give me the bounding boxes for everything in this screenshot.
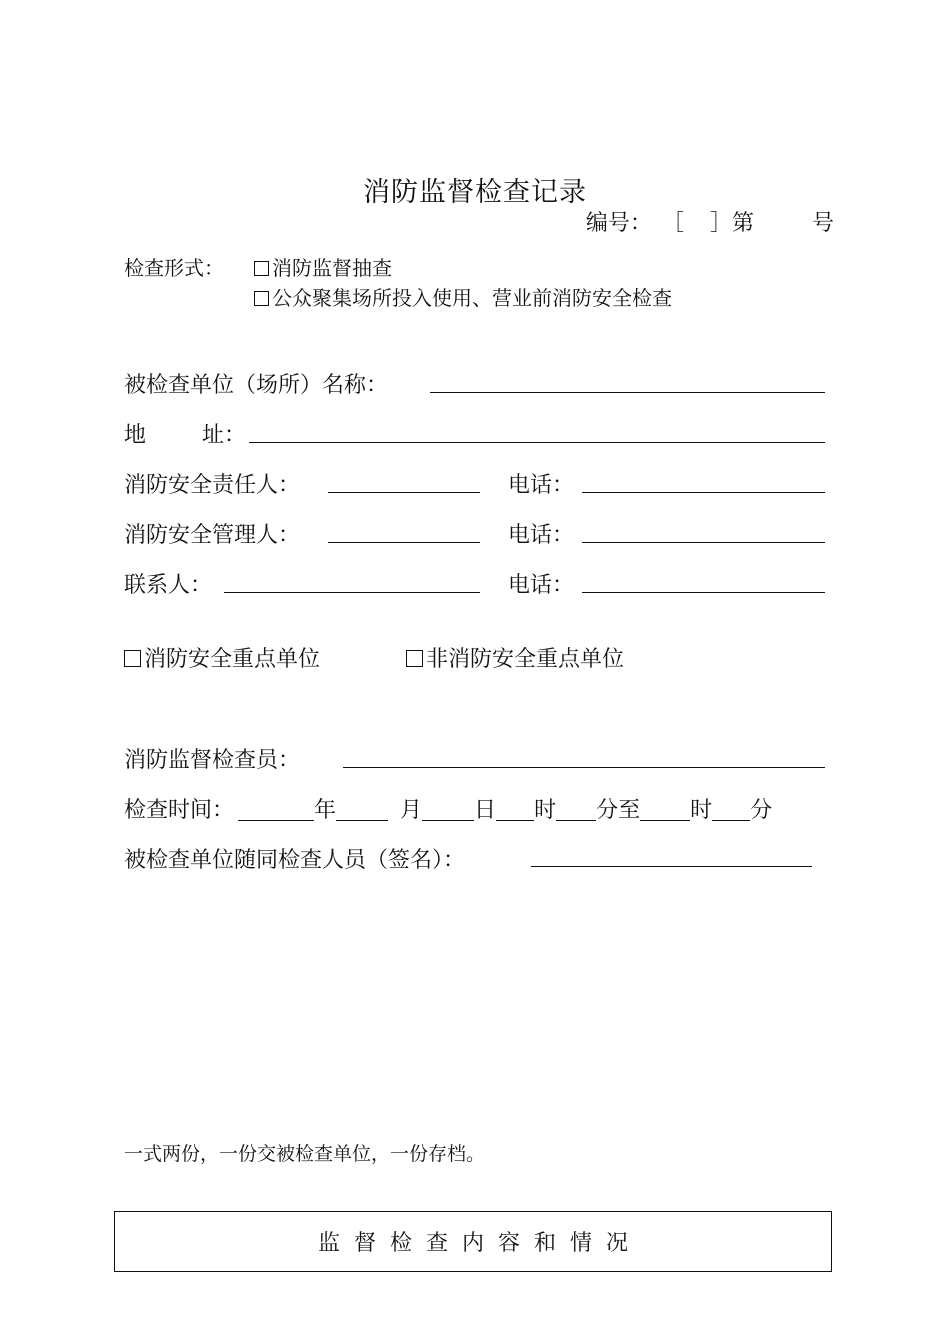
inspector-label: 消防监督检查员： [124, 748, 301, 773]
contact-phone-field[interactable] [582, 592, 825, 593]
day-field[interactable] [422, 798, 474, 821]
copies-note: 一式两份，一份交被检查单位，一份存档。 [124, 1143, 486, 1165]
manager-phone-field[interactable] [582, 542, 825, 543]
option-label: 消防监督抽查 [272, 256, 392, 280]
address-field[interactable] [249, 442, 825, 443]
serial-close-bracket: ］ [709, 211, 732, 236]
checkbox[interactable] [254, 261, 269, 276]
option-label: 非消防安全重点单位 [426, 647, 625, 672]
end-minute-unit: 分 [750, 798, 773, 823]
inspection-time [124, 793, 772, 824]
checkbox[interactable] [406, 650, 423, 667]
accompany-signature-field[interactable] [531, 866, 812, 867]
serial-open-bracket: ［ [661, 211, 684, 236]
checkbox[interactable] [254, 291, 269, 306]
serial-hao: 号 [811, 211, 834, 236]
manager-phone-label: 电话： [508, 523, 575, 548]
checkbox[interactable] [124, 650, 141, 667]
end-hour-field[interactable] [640, 798, 690, 821]
contact-label: 联系人： [124, 573, 213, 598]
contact-phone-label: 电话： [508, 573, 575, 598]
responsible-phone-label: 电话： [508, 473, 575, 498]
responsible-person-field[interactable] [328, 492, 480, 493]
non-key-unit-option[interactable] [406, 642, 624, 673]
minute-to-unit: 分至 [596, 798, 641, 823]
responsible-person-label: 消防安全责任人： [124, 473, 301, 498]
end-hour-unit: 时 [690, 798, 713, 823]
serial-label: 编号： [585, 211, 652, 236]
address-label: 地 址： [124, 423, 246, 448]
inspection-option-spot-check[interactable] [254, 252, 392, 281]
key-unit-option[interactable] [124, 642, 320, 673]
inspector-field[interactable] [343, 767, 825, 768]
option-label: 消防安全重点单位 [144, 647, 321, 672]
unit-name-field[interactable] [430, 392, 825, 393]
inspection-option-pre-opening[interactable] [254, 282, 672, 311]
minute-field[interactable] [556, 798, 596, 821]
option-label: 公众聚集场所投入使用、营业前消防安全检查 [272, 286, 672, 310]
hour-field[interactable] [496, 798, 534, 821]
accompany-label: 被检查单位随同检查人员（签名）： [124, 848, 466, 873]
responsible-phone-field[interactable] [582, 492, 825, 493]
month-unit: 月 [400, 798, 423, 823]
year-field[interactable] [238, 798, 314, 821]
inspection-content-box [114, 1211, 832, 1272]
year-unit: 年 [314, 798, 337, 823]
serial-number [586, 206, 834, 237]
box-title: 监督检查内容和情况 [317, 1231, 642, 1256]
unit-name-label: 被检查单位（场所）名称： [124, 373, 389, 398]
end-minute-field[interactable] [712, 798, 750, 821]
manager-field[interactable] [328, 542, 480, 543]
month-field[interactable] [336, 798, 388, 821]
hour-unit: 时 [534, 798, 557, 823]
time-label: 检查时间： [124, 798, 235, 823]
inspection-form-label: 检查形式： [124, 256, 224, 280]
contact-field[interactable] [224, 592, 480, 593]
document-title: 消防监督检查记录 [363, 177, 587, 208]
serial-di: 第 [731, 211, 754, 236]
manager-label: 消防安全管理人： [124, 523, 301, 548]
day-unit: 日 [474, 798, 497, 823]
